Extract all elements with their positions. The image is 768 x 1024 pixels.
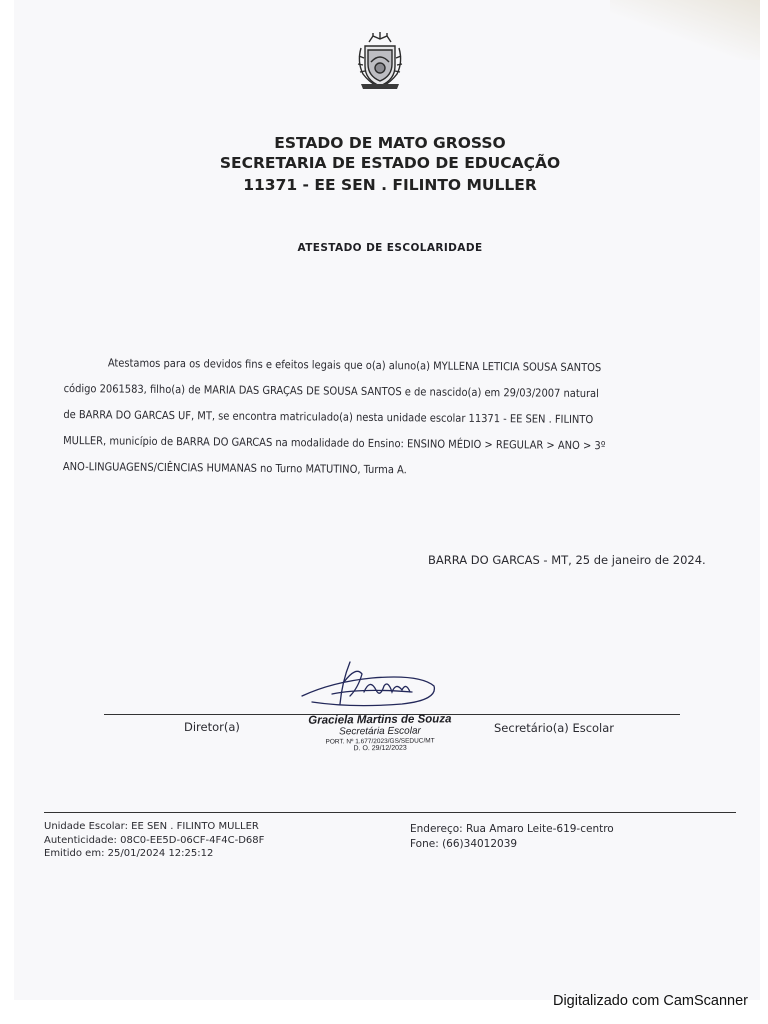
handwritten-signature: [292, 652, 440, 712]
stamp-dated: D. O. 29/12/2023: [353, 744, 407, 753]
director-label: Diretor(a): [184, 720, 240, 734]
certificate-body: [63, 350, 728, 486]
body-line: MULLER, município de BARRA DO GARCAS na modalidade do Ensino: ENSINO MÉDIO > REGULAR > ANO > 3º: [63, 433, 606, 453]
footer-school-unit: Unidade Escolar: EE SEN . FILINTO MULLER: [44, 821, 259, 832]
body-line: ANO-LINGUAGENS/CIÊNCIAS HUMANAS no Turno MATUTINO, Turma A.: [62, 459, 407, 477]
stamp-reference: PORT. Nº 1.677/2023/GS/SEDUC/MT: [325, 737, 435, 746]
header-state: ESTADO DE MATO GROSSO: [274, 134, 506, 152]
footer-divider: [44, 812, 736, 813]
footer-right: [410, 822, 614, 852]
body-line: Atestamos para os devidos fins e efeitos legais que o(a) aluno(a) MYLLENA LETICIA SOUSA SANTOS: [107, 356, 602, 375]
body-line: código 2061583, filho(a) de MARIA DAS GRAÇAS DE SOUSA SANTOS e de nascido(a) em 29/03/2007 natural: [63, 381, 599, 401]
footer-issued: Emitido em: 25/01/2024 12:25:12: [44, 848, 214, 859]
state-coat-of-arms: [355, 28, 405, 92]
body-line: de BARRA DO GARCAS UF, MT, se encontra matriculado(a) nesta unidade escolar 11371 - EE SEN . FILINTO: [63, 407, 594, 427]
stamp-title: Secretária Escolar: [339, 725, 421, 738]
page-corner-shadow: [610, 0, 760, 60]
scanner-watermark: Digitalizado com CamScanner: [552, 993, 748, 1009]
stamp-name: Graciela Martins de Souza: [308, 713, 452, 727]
footer-phone: Fone: (66)34012039: [410, 838, 518, 850]
footer-left: [44, 820, 264, 861]
footer-authenticity: Autenticidade: 08C0-EE5D-06CF-4F4C-D68F: [44, 834, 265, 846]
header-school: 11371 - EE SEN . FILINTO MULLER: [243, 176, 537, 194]
place-and-date: BARRA DO GARCAS - MT, 25 de janeiro de 2024.: [428, 553, 706, 567]
signature-stamp: [300, 713, 460, 753]
document-title: ATESTADO DE ESCOLARIDADE: [297, 242, 483, 254]
secretary-label: Secretário(a) Escolar: [494, 721, 615, 735]
footer-address: Endereço: Rua Amaro Leite-619-centro: [410, 823, 614, 835]
header-secretariat: SECRETARIA DE ESTADO DE EDUCAÇÃO: [219, 154, 561, 172]
